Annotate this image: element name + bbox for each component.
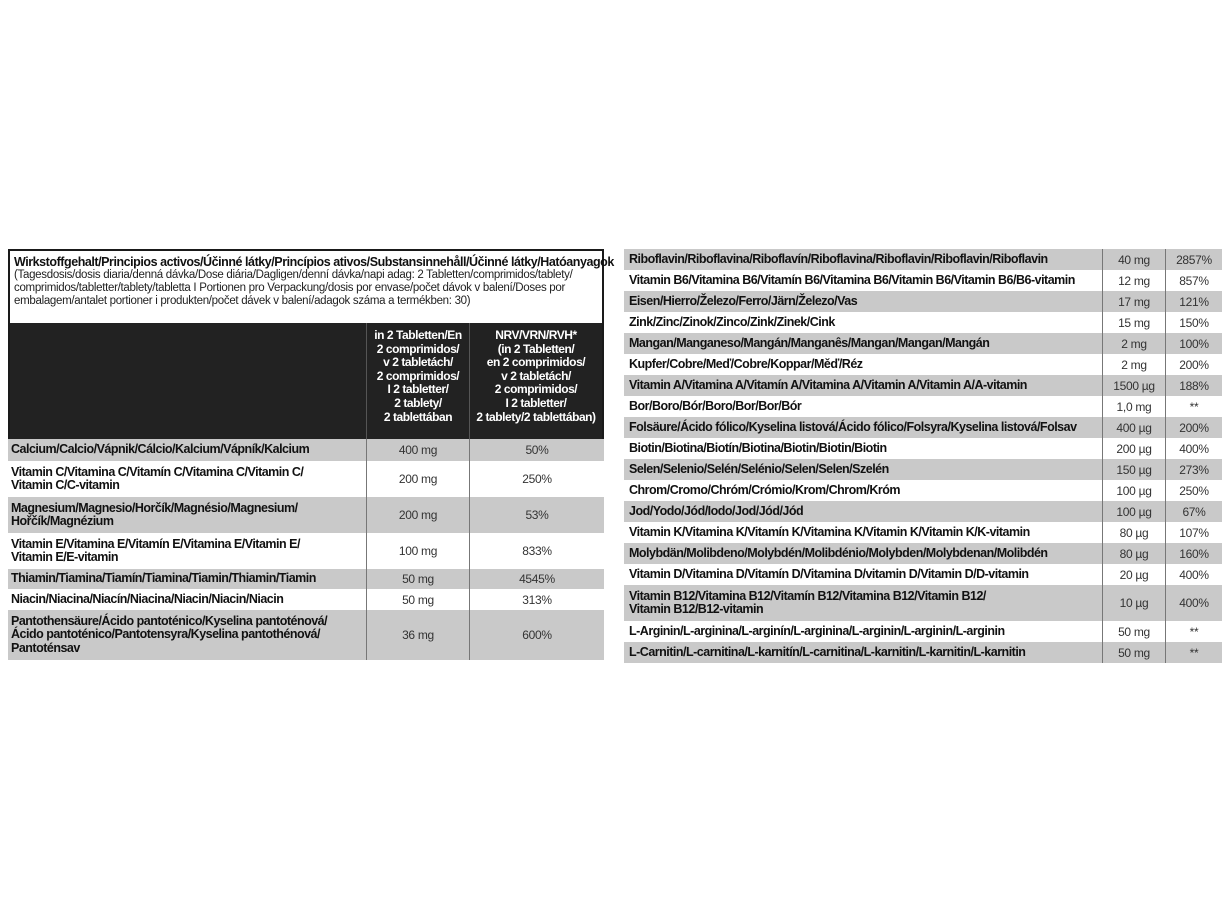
nutrient-amount: 50 mg [1102, 621, 1165, 642]
table-row [624, 354, 1222, 375]
table-row [624, 501, 1222, 522]
nutrient-amount: 1,0 mg [1102, 396, 1165, 417]
nutrient-name: Chrom/Cromo/Chróm/Crómio/Krom/Chrom/Króm [629, 482, 900, 497]
nutrient-name: Calcium/Calcio/Vápnik/Cálcio/Kalcium/Vápník/Kalcium [11, 442, 310, 457]
nutrient-nrv: 400% [1165, 438, 1222, 459]
table-row [624, 249, 1222, 270]
nutrient-name: Zink/Zinc/Zinok/Zinco/Zink/Zinek/Cink [629, 314, 835, 329]
nutrient-name: Folsäure/Ácido fólico/Kyselina listová/Ácido fólico/Folsyra/Kyselina listová/Folsav [629, 419, 1077, 434]
table-row [624, 270, 1222, 291]
nutrient-name: L-Carnitin/L-carnitina/L-karnitín/L-carnitina/L-karnitin/L-karnitin/L-karnitin [629, 644, 1026, 659]
left-nutrition-table [8, 249, 614, 660]
nutrient-nrv: 150% [1165, 312, 1222, 333]
nutrient-amount: 20 µg [1102, 564, 1165, 585]
nutrient-nrv: 400% [1165, 564, 1222, 585]
nutrient-nrv: 250% [469, 461, 604, 497]
nutrient-amount: 150 µg [1102, 459, 1165, 480]
nutrient-amount: 12 mg [1102, 270, 1165, 291]
nutrient-amount: 50 mg [1102, 642, 1165, 663]
nutrient-nrv: 160% [1165, 543, 1222, 564]
nutrient-name: Bor/Boro/Bór/Boro/Bor/Bor/Bór [629, 398, 802, 413]
nutrient-nrv: 50% [469, 439, 604, 461]
nutrient-name: Vitamin B12/Vitamina B12/Vitamín B12/Vitamina B12/Vitamin B12/ Vitamin B12/B12-vitamin [629, 588, 986, 616]
nutrient-name: Jod/Yodo/Jód/Iodo/Jod/Jód/Jód [629, 503, 804, 518]
nutrient-nrv: ** [1165, 396, 1222, 417]
header-amount: in 2 Tabletten/En 2 comprimidos/ v 2 tabletách/ 2 comprimidos/ I 2 tabletter/ 2 tablety/ 2 tablettában [366, 323, 469, 439]
nutrient-name: Biotin/Biotina/Biotín/Biotina/Biotin/Biotin/Biotin [629, 440, 887, 455]
nutrient-name: Vitamin E/Vitamina E/Vitamín E/Vitamina E/Vitamin E/ Vitamin E/E-vitamin [11, 536, 300, 564]
nutrient-name: Vitamin D/Vitamina D/Vitamín D/Vitamina D/vitamin D/Vitamin D/D-vitamin [629, 566, 1029, 581]
nutrient-nrv: 67% [1165, 501, 1222, 522]
table-row [624, 480, 1222, 501]
nutrient-amount: 15 mg [1102, 312, 1165, 333]
nutrient-amount: 40 mg [1102, 249, 1165, 270]
nutrient-name: Niacin/Niacina/Niacín/Niacina/Niacin/Niacin/Niacin [11, 591, 284, 606]
nutrient-amount: 80 µg [1102, 522, 1165, 543]
table-row [624, 522, 1222, 543]
nutrient-nrv: 313% [469, 589, 604, 610]
nutrient-amount: 17 mg [1102, 291, 1165, 312]
table-row [624, 585, 1222, 621]
nutrient-nrv: 857% [1165, 270, 1222, 291]
header-name-cell [10, 323, 366, 439]
nutrient-name: Magnesium/Magnesio/Horčík/Magnésio/Magnesium/ Hořčík/Magnézium [11, 500, 298, 528]
table-row [624, 543, 1222, 564]
nutrient-amount: 10 µg [1102, 585, 1165, 621]
nutrient-name: Mangan/Manganeso/Mangán/Manganês/Mangan/Mangan/Mangán [629, 335, 990, 350]
nutrient-nrv: 107% [1165, 522, 1222, 543]
nutrient-amount: 50 mg [366, 569, 469, 589]
nutrient-amount: 80 µg [1102, 543, 1165, 564]
table-row [624, 438, 1222, 459]
table-row [624, 312, 1222, 333]
table-row [8, 610, 604, 660]
table-row [8, 439, 604, 461]
nutrient-name: Thiamin/Tiamina/Tiamín/Tiamina/Tiamin/Thiamin/Tiamin [11, 571, 316, 586]
table-row [624, 621, 1222, 642]
nutrient-nrv: 833% [469, 533, 604, 569]
left-rows [8, 439, 604, 660]
nutrient-name: Vitamin C/Vitamina C/Vitamín C/Vitamina C/Vitamin C/ Vitamin C/C-vitamin [11, 464, 304, 492]
table-row [624, 459, 1222, 480]
nutrient-amount: 200 mg [366, 461, 469, 497]
nutrient-amount: 1500 µg [1102, 375, 1165, 396]
nutrient-nrv: 250% [1165, 480, 1222, 501]
nutrient-amount: 200 mg [366, 497, 469, 533]
header-nrv: NRV/VRN/RVH* (in 2 Tabletten/ en 2 comprimidos/ v 2 tabletách/ 2 comprimidos/ I 2 tabletter/ 2 tablety/2 tablettában) [469, 323, 602, 439]
table-row [8, 461, 604, 497]
nutrient-amount: 2 mg [1102, 333, 1165, 354]
nutrient-amount: 200 µg [1102, 438, 1165, 459]
table-row [8, 533, 604, 569]
nutrient-name: Vitamin B6/Vitamina B6/Vitamín B6/Vitamina B6/Vitamin B6/Vitamin B6/B6-vitamin [629, 272, 1075, 287]
nutrient-name: Kupfer/Cobre/Meď/Cobre/Koppar/Měď/Réz [629, 356, 863, 371]
nutrient-name: Molybdän/Molibdeno/Molybdén/Molibdénio/Molybden/Molybdenan/Molibdén [629, 545, 1048, 560]
nutrient-nrv: 53% [469, 497, 604, 533]
nutrient-name: Riboflavin/Riboflavina/Riboflavín/Riboflavina/Riboflavin/Riboflavin/Riboflavin [629, 251, 1048, 266]
nutrient-amount: 100 µg [1102, 480, 1165, 501]
nutrient-nrv: ** [1165, 642, 1222, 663]
nutrient-amount: 100 mg [366, 533, 469, 569]
nutrient-nrv: 200% [1165, 354, 1222, 375]
nutrient-amount: 400 mg [366, 439, 469, 461]
nutrient-nrv: 4545% [469, 569, 604, 589]
nutrient-nrv: 100% [1165, 333, 1222, 354]
nutrient-name: Vitamin A/Vitamina A/Vitamín A/Vitamina A/Vitamin A/Vitamin A/A-vitamin [629, 377, 1027, 392]
table-row [624, 375, 1222, 396]
table-title: Wirkstoffgehalt/Principios activos/Účinné látky/Princípios ativos/Substansinnehåll/Účinné látky/Hatóanyagok [14, 255, 614, 269]
nutrient-nrv: 121% [1165, 291, 1222, 312]
table-row [624, 564, 1222, 585]
table-row [624, 291, 1222, 312]
table-row [624, 417, 1222, 438]
table-row [624, 333, 1222, 354]
nutrient-nrv: 200% [1165, 417, 1222, 438]
nutrient-nrv: 400% [1165, 585, 1222, 621]
nutrient-nrv: 273% [1165, 459, 1222, 480]
table-row [624, 396, 1222, 417]
nutrient-name: Selen/Selenio/Selén/Selénio/Selen/Selen/Szelén [629, 461, 889, 476]
nutrient-name: Pantothensäure/Ácido pantoténico/Kyselina pantoténová/ Ácido pantoténico/Pantotensyra/Kyselina pantothénová/ Pantoténsav [11, 613, 328, 655]
nutrient-amount: 400 µg [1102, 417, 1165, 438]
table-row [8, 497, 604, 533]
nutrient-name: Eisen/Hierro/Železo/Ferro/Järn/Železo/Vas [629, 293, 858, 308]
right-rows [624, 249, 1222, 663]
right-nutrition-table [624, 249, 1222, 663]
table-intro [8, 249, 614, 323]
nutrient-amount: 50 mg [366, 589, 469, 610]
nutrient-nrv: 2857% [1165, 249, 1222, 270]
nutrient-amount: 2 mg [1102, 354, 1165, 375]
nutrient-nrv: 188% [1165, 375, 1222, 396]
table-row [624, 642, 1222, 663]
nutrient-amount: 36 mg [366, 610, 469, 660]
table-header [8, 323, 604, 439]
table-row [8, 589, 604, 610]
nutrient-name: L-Arginin/L-arginina/L-arginín/L-arginina/L-arginin/L-arginin/L-arginin [629, 623, 1005, 638]
nutrient-nrv: ** [1165, 621, 1222, 642]
table-description: (Tagesdosis/dosis diaria/denná dávka/Dose diária/Dagligen/denní dávka/napi adag: 2 Tabletten/comprimidos/tablety/ comprimidos/tabletter/tablety/tabletta I Portionen pro Verpackung/dosis por envase/počet dávok v balení/Doses por embalagem/antalet portioner i produkten/počet dávek v balení/adagok száma a termékben: 30) [14, 269, 573, 307]
nutrient-name: Vitamin K/Vitamina K/Vitamín K/Vitamina K/Vitamin K/Vitamin K/K-vitamin [629, 524, 1030, 539]
nutrient-amount: 100 µg [1102, 501, 1165, 522]
table-row [8, 569, 604, 589]
nutrient-nrv: 600% [469, 610, 604, 660]
